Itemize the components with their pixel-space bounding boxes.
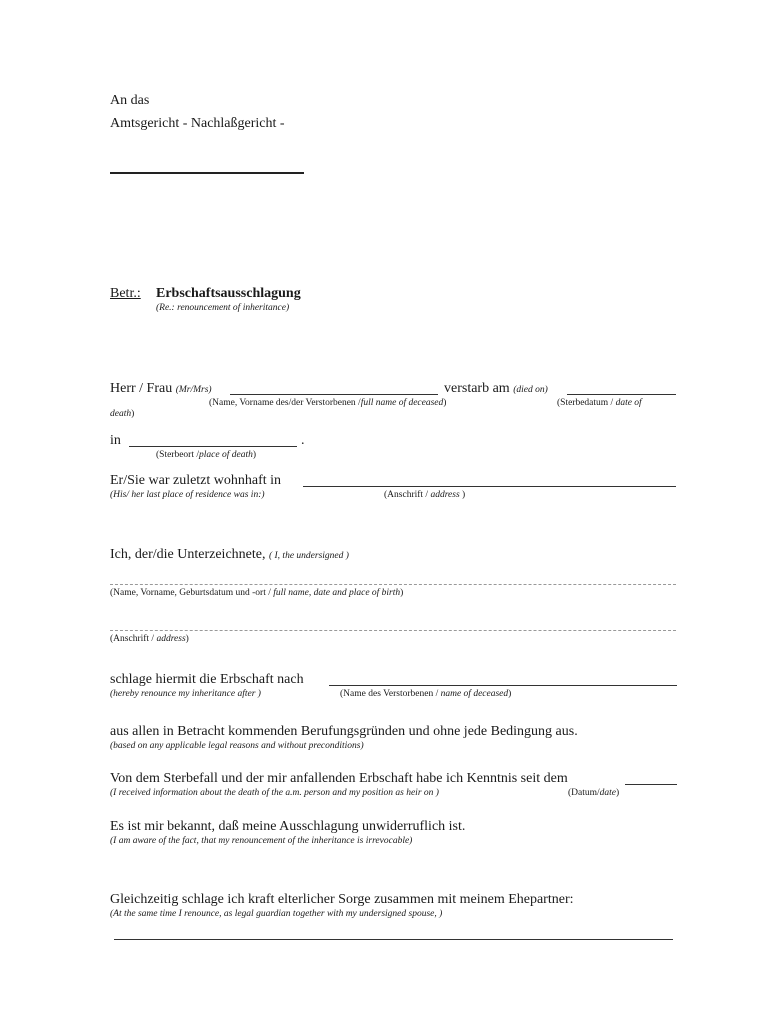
reasons-text: aus allen in Betracht kommenden Berufungsgründen und ohne jede Bedingung aus. [110,724,578,739]
renounce-translation: (hereby renounce my inheritance after ) [110,689,261,699]
death-date-hint: (Sterbedatum / date of [557,398,642,408]
deceased-name-hint: (Name, Vorname des/der Verstorbenen /full name of deceased) [209,398,447,408]
reasons-translation: (based on any applicable legal reasons and without preconditions) [110,741,364,751]
residence-label: Er/Sie war zuletzt wohnhaft in [110,473,282,488]
undersigned-label: Ich, der/die Unterzeichnete, ( I, the undersigned ) [110,547,349,562]
death-date-field[interactable] [567,394,676,395]
guardian-children-field[interactable] [114,939,673,940]
died-on-label: verstarb am (died on) [444,381,548,396]
court-location-field[interactable] [110,172,304,174]
deceased-name-field[interactable] [230,394,438,395]
subject-title: Erbschaftsausschlagung [156,286,301,301]
knowledge-date-field[interactable] [625,784,677,785]
residence-translation: (His/ her last place of residence was in:) [110,490,265,500]
knowledge-translation: (I received information about the death of the a.m. person and my position as heir on ) [110,788,439,798]
subject-translation: (Re.: renouncement of inheritance) [156,303,290,313]
undersigned-name-hint: (Name, Vorname, Geburtsdatum und -ort / full name, date and place of birth) [110,588,404,598]
place-prefix: in [110,433,121,448]
recipient-line-1: An das [110,93,150,108]
undersigned-address-hint: (Anschrift / address) [110,634,189,644]
death-place-field[interactable] [129,446,297,447]
guardian-text: Gleichzeitig schlage ich kraft elterlicher Sorge zusammen mit meinem Ehepartner: [110,892,574,907]
undersigned-name-field[interactable] [110,584,676,585]
irrevocable-text: Es ist mir bekannt, daß meine Ausschlagung unwiderruflich ist. [110,819,466,834]
renounce-deceased-field[interactable] [329,685,677,686]
residence-field[interactable] [303,486,676,487]
place-suffix: . [301,433,305,448]
knowledge-date-hint: (Datum/date) [568,788,620,798]
deceased-prefix: Herr / Frau (Mr/Mrs) [110,381,212,396]
renounce-label: schlage hiermit die Erbschaft nach [110,672,304,687]
undersigned-address-field[interactable] [110,630,676,631]
irrevocable-translation: (I am aware of the fact, that my renouncement of the inheritance is irrevocable) [110,836,413,846]
subject-label: Betr.: [110,286,141,301]
death-place-hint: (Sterbeort /place of death) [156,450,257,460]
renounce-hint: (Name des Verstorbenen / name of deceased) [340,689,512,699]
guardian-translation: (At the same time I renounce, as legal guardian together with my undersigned spouse, ) [110,909,443,919]
knowledge-text: Von dem Sterbefall und der mir anfallenden Erbschaft habe ich Kenntnis seit dem [110,771,568,786]
death-date-hint-wrap: death) [110,409,135,419]
recipient-line-2: Amtsgericht - Nachlaßgericht - [110,116,285,131]
residence-hint: (Anschrift / address ) [384,490,466,500]
